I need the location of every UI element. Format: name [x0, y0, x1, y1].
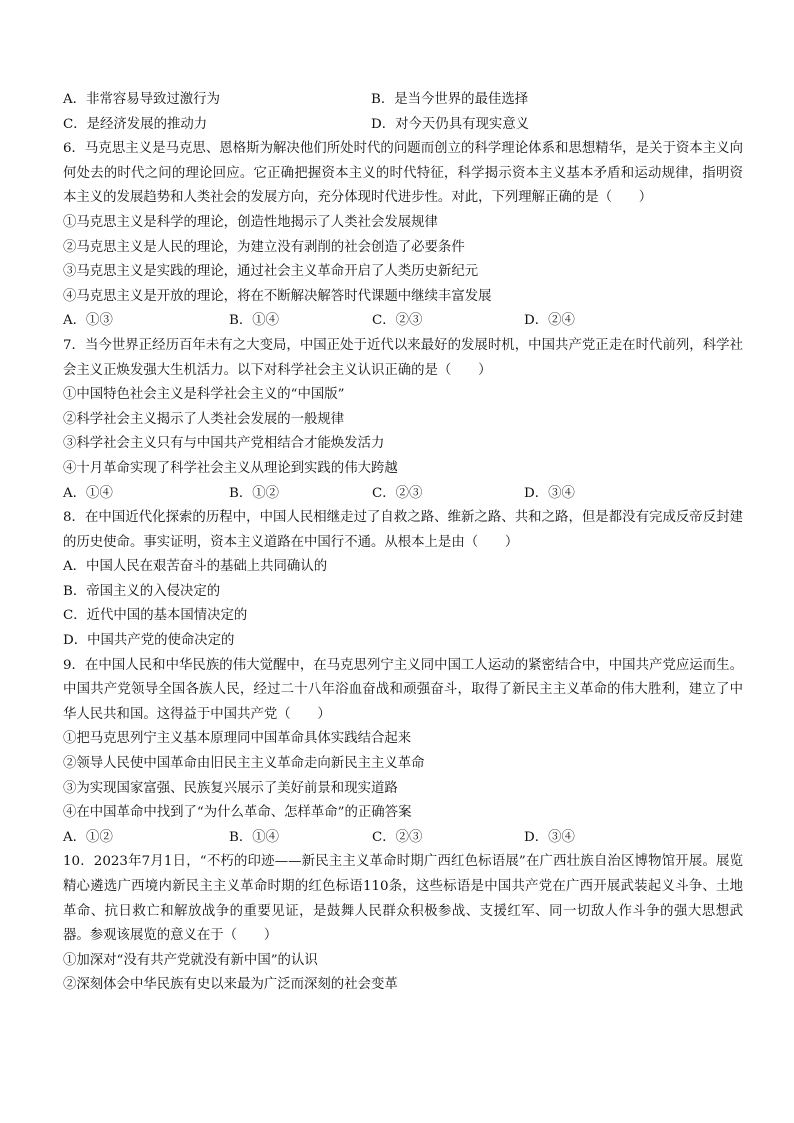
option-d: D．对今天仍具有现实意义: [371, 116, 530, 132]
option-c: C．②③: [372, 829, 423, 845]
q6-item-3: ③马克思主义是实践的理论，通过社会主义革命开启了人类历史新纪元: [63, 264, 479, 280]
q10-item-1: ①加深对“没有共产党就没有新中国”的认识: [63, 952, 318, 968]
exam-content: [63, 88, 743, 998]
question-9-stem: 9．在中国人民和中华民族的伟大觉醒中，在马克思列宁主义同中国工人运动的紧密结合中，中国共产党应运而生。中国共产党领导全国各族人民，经过二十八年浴血奋战和顽强奋斗，取得了新民主主义革命的伟大胜利，建立了中华人民共和国。这得益于中国共产党（ ）: [63, 657, 743, 722]
option-c: C．近代中国的基本国情决定的: [63, 608, 248, 624]
option-d: D．②④: [524, 313, 575, 329]
q6-item-1: ①马克思主义是科学的理论，创造性地揭示了人类社会发展规律: [63, 214, 438, 230]
q10-item-2: ②深刻体会中华民族有史以来最为广泛而深刻的社会变革: [63, 977, 398, 993]
q9-item-4: ④在中国革命中找到了“为什么革命、怎样革命”的正确答案: [63, 805, 412, 821]
question-8-stem: 8．在中国近代化探索的历程中，中国人民相继走过了自救之路、维新之路、共和之路，但是都没有完成反帝反封建的历史使命。事实证明，资本主义道路在中国行不通。从根本上是由（ ）: [63, 510, 743, 550]
q7-item-1: ①中国特色社会主义是科学社会主义的“中国版”: [63, 387, 345, 403]
option-c: C．是经济发展的推动力: [63, 116, 208, 132]
prev-options-row-1: [63, 88, 743, 113]
q9-item-2: ②领导人民使中国革命由旧民主主义革命走向新民主主义革命: [63, 756, 425, 772]
question-10-stem: 10．2023年7月1日，“不朽的印迹——新民主主义革命时期广西红色标语展”在广西壮族自治区博物馆开展。展览精心遴选广西境内新民主主义革命时期的红色标语110条，这些标语是中国共产党在广西开展武装起义斗争、土地革命、抗日救亡和解放战争的重要见证，是鼓舞人民群众积极参战、支援红军、同一切敌人作斗争的强大思想武器。参观该展览的意义在于（ ）: [63, 854, 743, 944]
option-b: B．是当今世界的最佳选择: [371, 92, 529, 107]
q6-item-4: ④马克思主义是开放的理论，将在不断解决解答时代课题中继续丰富发展: [63, 288, 492, 304]
q7-item-4: ④十月革命实现了科学社会主义从理论到实践的伟大跨越: [63, 460, 398, 476]
question-6-stem: 6．马克思主义是马克思、恩格斯为解决他们所处时代的问题而创立的科学理论体系和思想精华，是关于资本主义向何处去的时代之问的理论回应。它正确把握资本主义的时代特征，科学揭示资本主义基本矛盾和运动规律，指明资本主义的发展趋势和人类社会的发展方向，充分体现时代进步性。对此，下列理解正确的是（ ）: [63, 141, 743, 206]
q6-item-2: ②马克思主义是人民的理论，为建立没有剥削的社会创造了必要条件: [63, 239, 465, 255]
q9-options: [63, 826, 743, 851]
q7-item-3: ③科学社会主义只有与中国共产党相结合才能焕发活力: [63, 436, 385, 452]
option-d: D．中国共产党的使命决定的: [63, 633, 235, 649]
question-7-stem: 7．当今世界正经历百年未有之大变局，中国正处于近代以来最好的发展时机，中国共产党正走在时代前列，科学社会主义正焕发强大生机活力。以下对科学社会主义认识正确的是（ ）: [63, 337, 743, 378]
q7-item-2: ②科学社会主义揭示了人类社会发展的一般规律: [63, 411, 345, 427]
option-a: A．①④: [63, 485, 113, 501]
option-c: C．②③: [372, 485, 423, 501]
option-c: C．②③: [372, 313, 423, 329]
option-a: A．①②: [63, 829, 113, 845]
option-b: B．帝国主义的入侵决定的: [63, 583, 221, 599]
q9-item-1: ①把马克思列宁主义基本原理同中国革命具体实践结合起来: [63, 731, 412, 747]
option-a: A．中国人民在艰苦奋斗的基础上共同确认的: [63, 559, 328, 575]
q9-item-3: ③为实现国家富强、民族复兴展示了美好前景和现实道路: [63, 780, 398, 796]
option-d: D．③④: [524, 829, 575, 845]
option-a: A．非常容易导致过激行为: [63, 92, 220, 107]
option-d: D．③④: [524, 485, 575, 501]
option-b: B．①④: [229, 829, 280, 845]
option-b: B．①②: [229, 485, 280, 501]
option-a: A．①③: [63, 313, 113, 329]
prev-options-row-2: [63, 113, 743, 138]
q6-options: [63, 309, 743, 334]
option-b: B．①④: [229, 313, 280, 329]
q7-options: [63, 482, 743, 507]
